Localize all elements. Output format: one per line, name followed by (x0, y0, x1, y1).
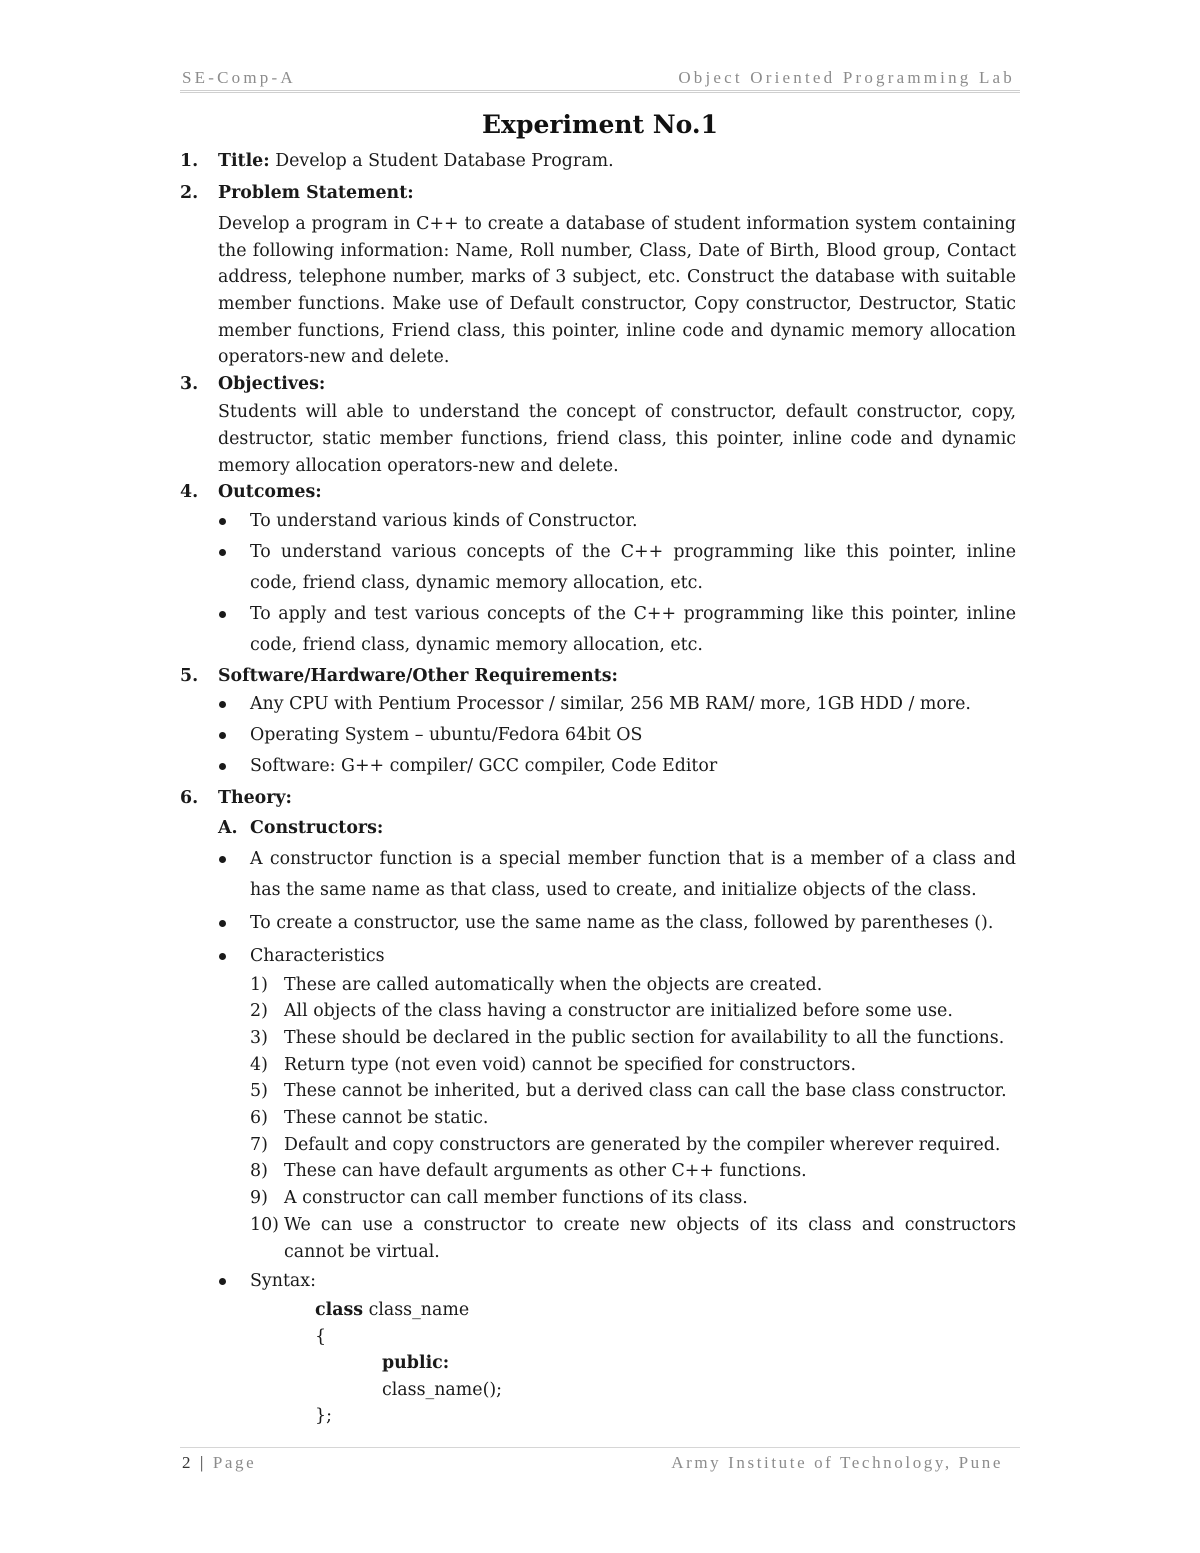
code-line: class class_name (315, 1300, 470, 1321)
bullet-icon (219, 701, 226, 708)
objectives-text: Students will able to understand the concept of constructor, default constructor, copy, destructor, static member functions, friend class, this pointer, inline code and dynamic memory allocation operators-new and delete. (218, 402, 1016, 476)
section-label: Software/Hardware/Other Requirements: (218, 665, 618, 686)
code-line: { (315, 1326, 327, 1347)
section-label: Objectives: (218, 373, 326, 394)
section-number: 1. (180, 151, 199, 171)
code-snippet (180, 1297, 1016, 1430)
footer-institute: Army Institute of Technology, Pune (671, 1453, 1003, 1472)
bullet-icon (219, 856, 226, 863)
section-text: Develop a Student Database Program. (269, 151, 614, 171)
list-item: 9) A constructor can call member functions of its class. (250, 1188, 748, 1209)
list-item: To understand various concepts of the C++ programming like this pointer, inline code, friend class, dynamic memory allocation, etc. (218, 537, 1016, 599)
section-number: 2. (180, 182, 199, 203)
code-line: class_name(); (382, 1379, 502, 1400)
bullet-icon (219, 920, 226, 927)
footer-divider (180, 1447, 1020, 1448)
list-item: 2) All objects of the class having a constructor are initialized before some use. (250, 1001, 953, 1022)
header-divider (180, 90, 1020, 93)
bullet-icon (219, 953, 226, 960)
list-item: To create a constructor, use the same name as the class, followed by parentheses (). (218, 908, 1016, 939)
list-item: Characteristics (218, 941, 1016, 972)
section-label: Outcomes: (218, 482, 322, 503)
section-label: Title: (218, 151, 270, 171)
subsection-constructors: A. Constructors: (218, 817, 384, 838)
bullet-icon (219, 732, 226, 739)
outcomes-list (180, 506, 1016, 661)
code-line: public: (382, 1353, 450, 1374)
bullet-icon (219, 1278, 226, 1285)
syntax-bullet (180, 1266, 1016, 1297)
section-theory (180, 785, 1016, 812)
page-title: Experiment No.1 (482, 110, 718, 139)
list-item: 10) We can use a constructor to create new objects of its class and constructors cannot be virtual. (250, 1214, 1016, 1262)
header-course: SE-Comp-A (182, 68, 296, 87)
list-item: Software: G++ compiler/ GCC compiler, Code Editor (218, 751, 1016, 782)
header-lab-title: Object Oriented Programming Lab (678, 68, 1015, 87)
bullet-icon (219, 549, 226, 556)
list-item: To understand various kinds of Constructor. (218, 506, 1016, 537)
theory-bullets (180, 844, 1016, 972)
section-title (180, 148, 1016, 175)
section-outcomes (180, 479, 1016, 506)
bullet-icon (219, 763, 226, 770)
list-item: 1) These are called automatically when the objects are created. (250, 974, 823, 995)
list-item: 7) Default and copy constructors are generated by the compiler wherever required. (250, 1134, 1001, 1155)
list-item: 4) Return type (not even void) cannot be specified for constructors. (250, 1054, 856, 1075)
list-item: A constructor function is a special member function that is a member of a class and has the same name as that class, used to create, and initialize objects of the class. (218, 844, 1016, 906)
bullet-icon (219, 611, 226, 618)
requirements-list (180, 689, 1016, 782)
section-number: 5. (180, 665, 199, 686)
section-label: Problem Statement: (218, 182, 414, 203)
list-item: 3) These should be declared in the public section for availability to all the functions. (250, 1027, 1005, 1048)
footer-page-number: 2 | Page (182, 1453, 257, 1472)
section-problem-statement (180, 180, 1016, 207)
list-item: Operating System – ubuntu/Fedora 64bit OS (218, 720, 1016, 751)
section-number: 6. (180, 788, 199, 809)
list-item: 6) These cannot be static. (250, 1108, 489, 1129)
code-line: }; (315, 1406, 332, 1427)
section-requirements (180, 663, 1016, 690)
characteristics-list (180, 972, 1016, 1266)
section-label: Theory: (218, 788, 292, 809)
section-number: 4. (180, 482, 199, 503)
list-item: To apply and test various concepts of the C++ programming like this pointer, inline code, friend class, dynamic memory allocation, etc. (218, 599, 1016, 661)
section-number: 3. (180, 373, 199, 394)
problem-statement-text: Develop a program in C++ to create a database of student information system containing the following information: Name, Roll number, Class, Date of Birth, Blood group, Contact address, telephone number, marks of 3 subject, etc. Construct the database with suitable member functions. Make use of Default constructor, Copy constructor, Destructor, Static member functions, Friend class, this pointer, inline code and dynamic memory allocation operators-new and delete. (218, 214, 1016, 368)
list-item: Any CPU with Pentium Processor / similar, 256 MB RAM/ more, 1GB HDD / more. (218, 689, 1016, 720)
list-item: 5) These cannot be inherited, but a derived class can call the base class constructor. (250, 1081, 1007, 1102)
section-objectives (180, 371, 1016, 398)
list-item: 8) These can have default arguments as other C++ functions. (250, 1161, 807, 1182)
document-body (180, 148, 1016, 1430)
list-item: Syntax: (218, 1266, 1016, 1297)
bullet-icon (219, 518, 226, 525)
